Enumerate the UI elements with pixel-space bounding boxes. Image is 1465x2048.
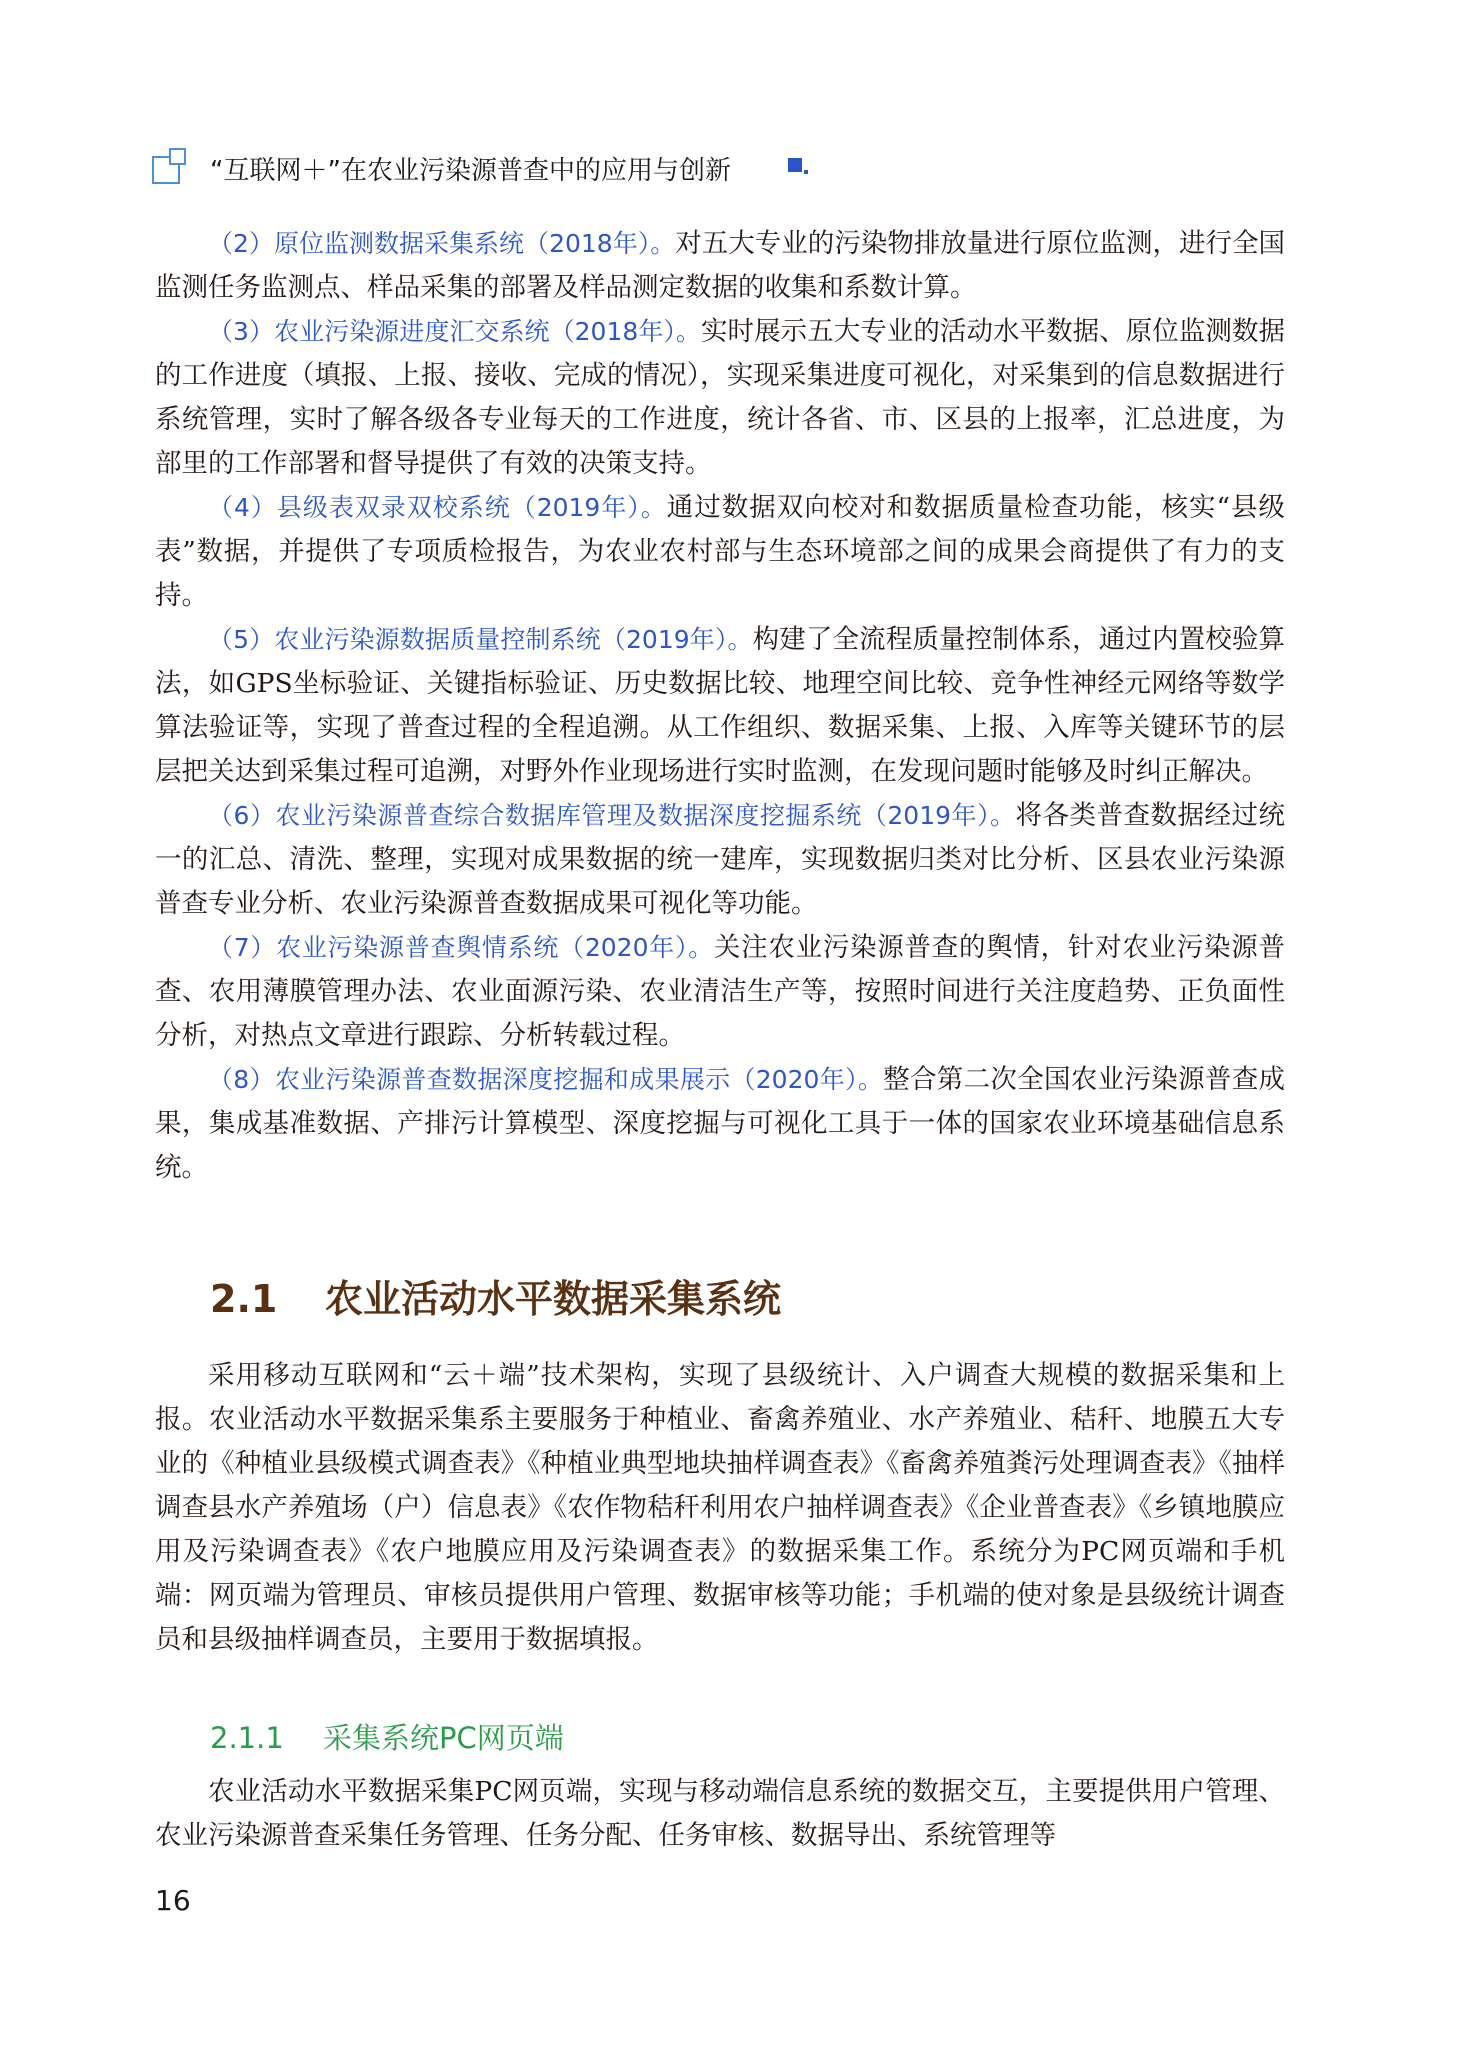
- list-item: [155, 222, 1285, 310]
- list-item: [155, 310, 1285, 486]
- subsection-heading: [210, 1716, 564, 1757]
- section-number: 2.1: [210, 1277, 278, 1321]
- logo-square-small: [169, 148, 186, 165]
- header-dot-mark-icon: [804, 170, 808, 174]
- subsection-paragraph: 农业活动水平数据采集PC网页端，实现与移动端信息系统的数据交互，主要提供用户管理、农业污染源普查采集任务管理、任务分配、任务审核、数据导出、系统管理等: [155, 1776, 1285, 1851]
- header-square-mark-icon: [788, 158, 802, 172]
- list-item: [155, 618, 1285, 794]
- item-title: （3）农业污染源进度汇交系统（2018年）。: [208, 317, 701, 346]
- item-title: （7）农业污染源普查舆情系统（2020年）。: [208, 933, 714, 962]
- subsection-title: 采集系统PC网页端: [323, 1721, 564, 1755]
- running-header: [152, 130, 852, 188]
- subsection-number: 2.1.1: [210, 1721, 284, 1755]
- item-text: 关注农业污染源普查的舆情，针对农业污染源普查、农用薄膜管理办法、农业面源污染、农业清洁生产等，按照时间进行关注度趋势、正负面性分析，对热点文章进行跟踪、分析转载过程。: [155, 932, 1286, 1051]
- item-title: （2）原位监测数据采集系统（2018年）。: [208, 229, 676, 258]
- section-heading: [210, 1268, 781, 1323]
- item-list: [155, 222, 1285, 1190]
- list-item: [155, 794, 1285, 926]
- section-title: 农业活动水平数据采集系统: [325, 1277, 782, 1321]
- section-paragraph: 采用移动互联网和“云＋端”技术架构，实现了县级统计、入户调查大规模的数据采集和上报。农业活动水平数据采集系主要服务于种植业、畜禽养殖业、水产养殖业、秸秆、地膜五大专业的《种植业县级模式调查表》《种植业典型地块抽样调查表》《畜禽养殖粪污处理调查表》《抽样调查县水产养殖场（户）信息表》《农作物秸秆利用农户抽样调查表》《企业普查表》《乡镇地膜应用及污染调查表》《农户地膜应用及污染调查表》的数据采集工作。系统分为PC网页端和手机端：网页端为管理员、审核员提供用户管理、数据审核等功能；手机端的使对象是县级统计调查员和县级抽样调查员，主要用于数据填报。: [155, 1360, 1285, 1655]
- section-body: [155, 1354, 1285, 1662]
- list-item: [155, 486, 1285, 618]
- item-text: 实时展示五大专业的活动水平数据、原位监测数据的工作进度（填报、上报、接收、完成的情况），实现采集进度可视化，对采集到的信息数据进行系统管理，实时了解各级各专业每天的工作进度，统计各省、市、区县的上报率，汇总进度，为部里的工作部署和督导提供了有效的决策支持。: [155, 316, 1286, 479]
- item-title: （6）农业污染源普查综合数据库管理及数据深度挖掘系统（2019年）。: [208, 801, 1016, 830]
- item-title: （4）县级表双录双校系统（2019年）。: [208, 493, 667, 522]
- header-title: “互联网＋”在农业污染源普查中的应用与创新: [210, 156, 731, 186]
- item-text: 构建了全流程质量控制体系，通过内置校验算法，如GPS坐标验证、关键指标验证、历史数据比较、地理空间比较、竞争性神经元网络等数学算法验证等，实现了普查过程的全程追溯。从工作组织、数据采集、上报、入库等关键环节的层层把关达到采集过程可追溯，对野外作业现场进行实时监测，在发现问题时能够及时纠正解决。: [155, 624, 1286, 787]
- subsection-body: [155, 1770, 1285, 1858]
- book-logo-icon: [152, 148, 188, 184]
- list-item: [155, 926, 1285, 1058]
- item-text: 通过数据双向校对和数据质量检查功能，核实“县级表”数据，并提供了专项质检报告，为农业农村部与生态环境部之间的成果会商提供了有力的支持。: [155, 492, 1285, 611]
- item-title: （5）农业污染源数据质量控制系统（2019年）。: [208, 625, 753, 654]
- item-text: 对五大专业的污染物排放量进行原位监测，进行全国监测任务监测点、样品采集的部署及样品测定数据的收集和系数计算。: [155, 228, 1286, 303]
- item-title: （8）农业污染源普查数据深度挖掘和成果展示（2020年）。: [208, 1065, 884, 1094]
- page-number: 16: [155, 1884, 191, 1917]
- item-text: 将各类普查数据经过统一的汇总、清洗、整理，实现对成果数据的统一建库，实现数据归类对比分析、区县农业污染源普查专业分析、农业污染源普查数据成果可视化等功能。: [155, 800, 1285, 919]
- list-item: [155, 1058, 1285, 1190]
- item-text: 整合第二次全国农业污染源普查成果，集成基准数据、产排污计算模型、深度挖掘与可视化工具于一体的国家农业环境基础信息系统。: [155, 1064, 1286, 1183]
